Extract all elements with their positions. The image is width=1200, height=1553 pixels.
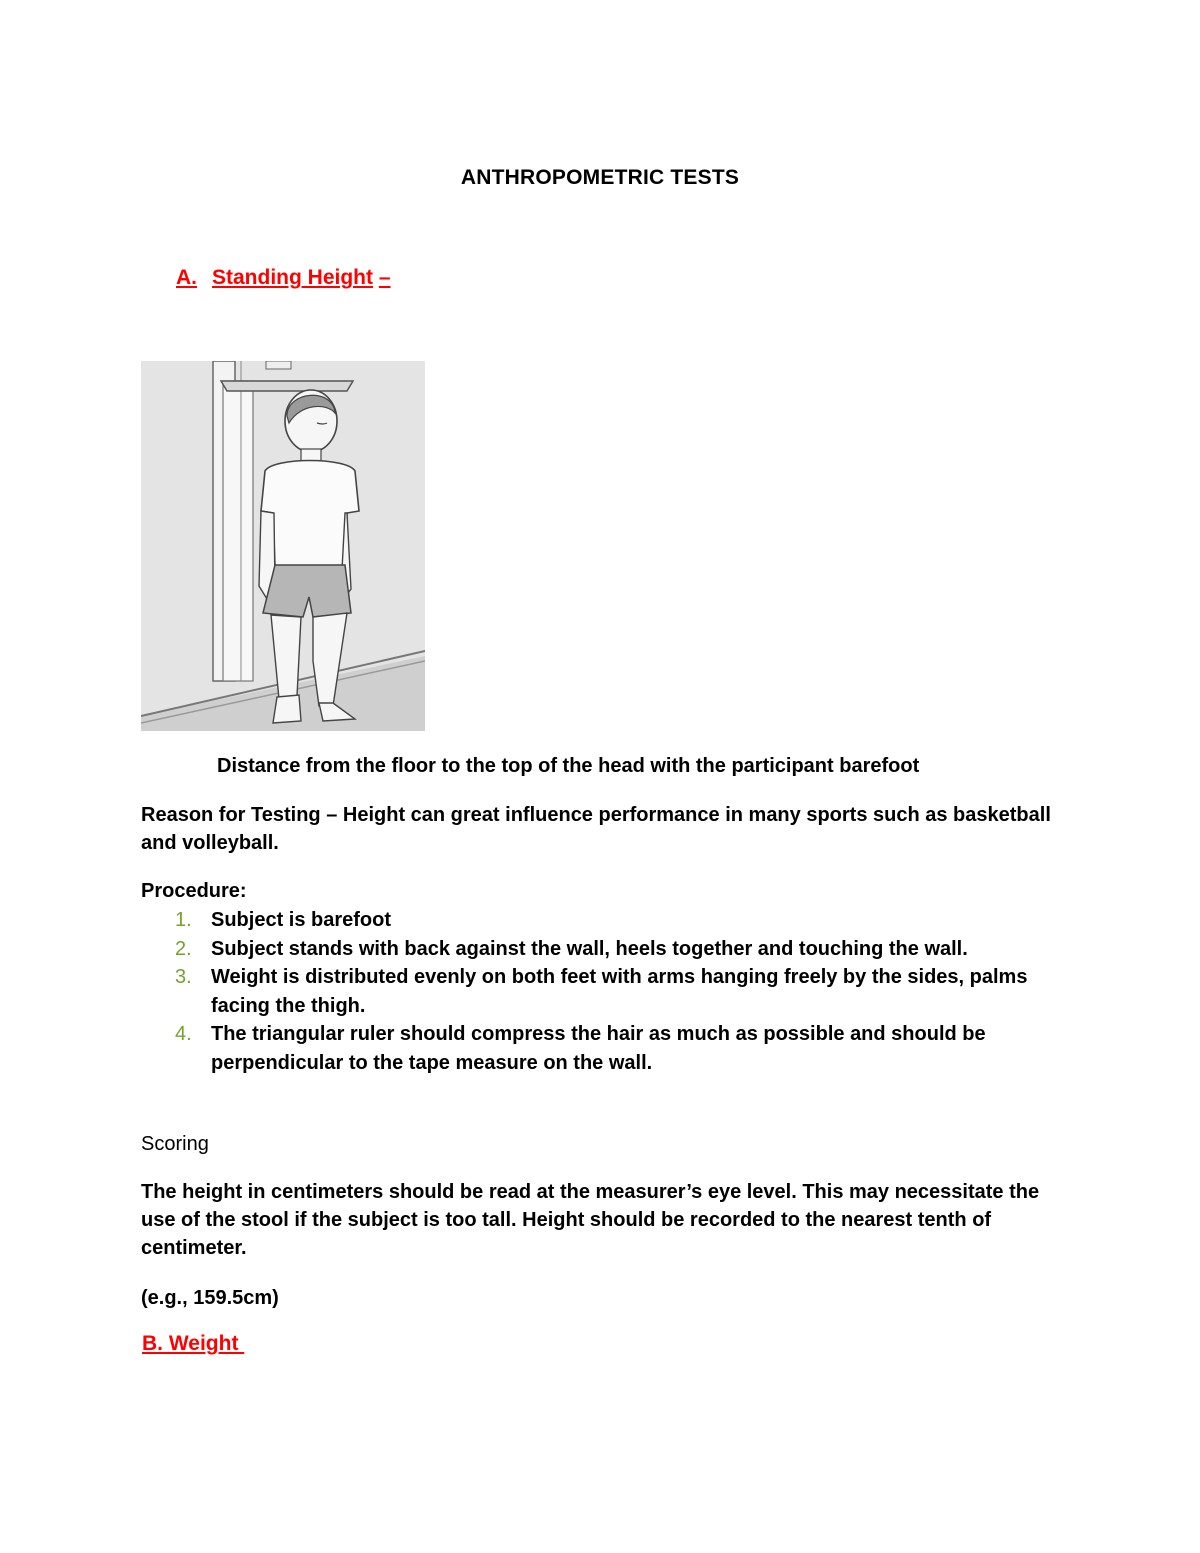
list-item-text: Subject stands with back against the wall, heels together and touching the wall. <box>211 937 968 960</box>
procedure-label: Procedure: <box>141 880 247 902</box>
list-item-number: 2. <box>175 937 192 960</box>
figure-caption: Distance from the floor to the top of the head with the participant barefoot <box>217 755 920 777</box>
list-item <box>141 963 1071 1020</box>
list-item-text: Weight is distributed evenly on both feet with arms hanging freely by the sides, palms facing the thigh. <box>211 966 1028 1017</box>
list-item-number: 3. <box>175 966 192 988</box>
list-item-number: 4. <box>175 1023 192 1045</box>
section-a-letter: A. <box>176 266 197 289</box>
scoring-text: The height in centimeters should be read at the measurer’s eye level. This may necessitate the use of the stool if the subject is too tall. Height should be recorded to the nearest tenth of centimeter. <box>141 1181 1040 1259</box>
section-a-dash: – <box>378 266 391 289</box>
list-item-text: The triangular ruler should compress the hair as much as possible and should be perpendicular to the tape measure on the wall. <box>211 1023 986 1074</box>
page-title: ANTHROPOMETRIC TESTS <box>460 166 740 189</box>
section-b-heading <box>142 1332 244 1356</box>
person-standing-against-wall-icon <box>141 361 425 731</box>
list-item <box>141 906 1071 935</box>
example-value: (e.g., 159.5cm) <box>141 1287 279 1309</box>
list-item-number: 1. <box>175 909 192 931</box>
scoring-label: Scoring <box>141 1133 209 1155</box>
procedure-steps-list <box>141 906 1071 1077</box>
list-item <box>141 935 1071 964</box>
reason-for-testing: Reason for Testing – Height can great influence performance in many sports such as basketball and volleyball. <box>141 804 1051 854</box>
section-a-heading <box>176 266 391 290</box>
section-a-title: Standing Height <box>212 266 373 289</box>
list-item-text: Subject is barefoot <box>211 909 392 931</box>
list-item <box>141 1020 1071 1077</box>
section-b-title: B. Weight <box>142 1332 239 1355</box>
